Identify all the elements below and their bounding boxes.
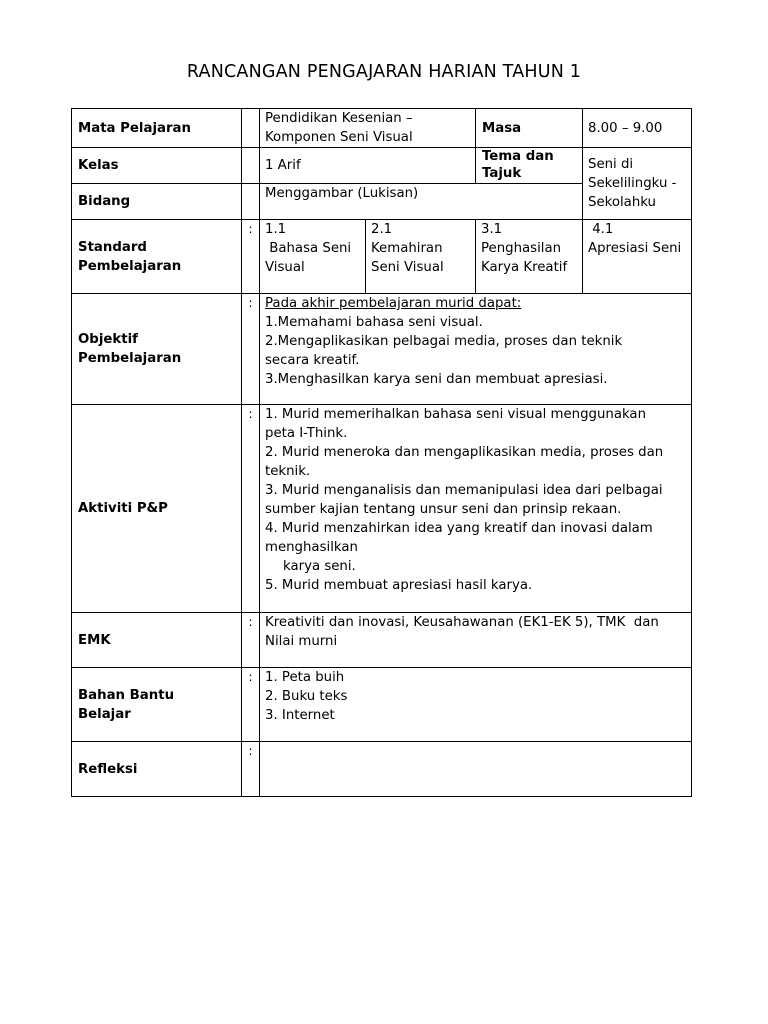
- aktiviti-line: 1. Murid memerihalkan bahasa seni visual menggunakan: [265, 407, 647, 422]
- standard-line1: Kemahiran: [371, 241, 443, 256]
- value-refleksi: [260, 742, 692, 797]
- bahan-item: 2. Buku teks: [265, 689, 348, 704]
- label-masa: Masa: [476, 109, 583, 148]
- value-emk: [260, 613, 692, 668]
- row-mata-pelajaran: [72, 109, 692, 148]
- row-aktiviti: [72, 405, 692, 613]
- label-objektif-line2: Pembelajaran: [78, 351, 182, 366]
- standard-line1: Penghasilan: [481, 241, 562, 256]
- colon-mark: :: [242, 742, 260, 797]
- label-aktiviti: Aktiviti P&P: [72, 405, 242, 613]
- colon-mark: :: [242, 405, 260, 613]
- standard-line1: Bahasa Seni: [265, 241, 352, 256]
- value-kelas: 1 Arif: [260, 148, 476, 184]
- row-objektif: [72, 294, 692, 405]
- colon-cell: [242, 184, 260, 220]
- colon-mark: :: [242, 220, 260, 294]
- colon-mark: :: [242, 668, 260, 742]
- value-mata-pelajaran-line2: Komponen Seni Visual: [265, 130, 413, 145]
- standard-code: 1.1: [265, 222, 287, 237]
- aktiviti-line: teknik.: [265, 464, 311, 479]
- label-kelas: Kelas: [72, 148, 242, 184]
- aktiviti-line: 5. Murid membuat apresiasi hasil karya.: [265, 578, 533, 593]
- value-masa: 8.00 – 9.00: [583, 109, 692, 148]
- row-refleksi: [72, 742, 692, 797]
- value-bahan: [260, 668, 692, 742]
- value-mata-pelajaran-line1: Pendidikan Kesenian –: [265, 111, 413, 126]
- standard-code: 2.1: [371, 222, 393, 237]
- aktiviti-line: peta I-Think.: [265, 426, 348, 441]
- label-bahan: [72, 668, 242, 742]
- label-bahan-line1: Bahan Bantu: [78, 687, 175, 703]
- row-standard: [72, 220, 692, 294]
- objektif-line: 1.Memahami bahasa seni visual.: [265, 315, 483, 330]
- standard-line2: Visual: [265, 260, 305, 275]
- standard-item: [476, 220, 583, 294]
- colon-cell: [242, 109, 260, 148]
- aktiviti-line: 3. Murid menganalisis dan memanipulasi idea dari pelbagai: [265, 483, 663, 498]
- objektif-line: 2.Mengaplikasikan pelbagai media, proses dan teknik: [265, 334, 623, 349]
- bahan-item: 1. Peta buih: [265, 670, 345, 685]
- label-objektif: [72, 294, 242, 405]
- row-bahan: [72, 668, 692, 742]
- value-tema-tajuk: [583, 148, 692, 220]
- value-mata-pelajaran: [260, 109, 476, 148]
- value-tema-line2: Sekelilingku -: [588, 176, 677, 191]
- label-bahan-line2: Belajar: [78, 706, 131, 722]
- standard-item: [260, 220, 366, 294]
- label-objektif-line1: Objektif: [78, 332, 138, 347]
- aktiviti-line: menghasilkan: [265, 540, 358, 555]
- bahan-item: 3. Internet: [265, 708, 335, 723]
- standard-code: 4.1: [588, 222, 614, 237]
- emk-line2: Nilai murni: [265, 634, 338, 649]
- row-emk: [72, 613, 692, 668]
- aktiviti-line: karya seni.: [283, 559, 356, 574]
- colon-mark: :: [242, 613, 260, 668]
- value-tema-line3: Sekolahku: [588, 195, 656, 210]
- aktiviti-line: 4. Murid menzahirkan idea yang kreatif dan inovasi dalam: [265, 521, 653, 536]
- colon-mark: :: [242, 294, 260, 405]
- value-bidang: Menggambar (Lukisan): [260, 184, 583, 220]
- value-aktiviti: [260, 405, 692, 613]
- aktiviti-line: 2. Murid meneroka dan mengaplikasikan media, proses dan: [265, 445, 664, 460]
- standard-item: [366, 220, 476, 294]
- aktiviti-line: sumber kajian tentang unsur seni dan prinsip rekaan.: [265, 502, 622, 517]
- objektif-line: secara kreatif.: [265, 353, 360, 368]
- standard-line2: Karya Kreatif: [481, 260, 568, 275]
- label-tema-line2: Tajuk: [482, 166, 522, 181]
- label-mata-pelajaran: Mata Pelajaran: [72, 109, 242, 148]
- standard-item: [583, 220, 692, 294]
- value-objektif: [260, 294, 692, 405]
- row-kelas: [72, 148, 692, 184]
- value-tema-line1: Seni di: [588, 157, 634, 172]
- label-standard-line1: Standard: [78, 239, 147, 255]
- label-standard-line2: Pembelajaran: [78, 258, 182, 274]
- label-emk: EMK: [72, 613, 242, 668]
- emk-line1: Kreativiti dan inovasi, Keusahawanan (EK1-EK 5), TMK dan: [265, 615, 659, 630]
- label-refleksi: Refleksi: [72, 742, 242, 797]
- standard-line2: Seni Visual: [371, 260, 444, 275]
- colon-cell: [242, 148, 260, 184]
- objektif-line: 3.Menghasilkan karya seni dan membuat apresiasi.: [265, 372, 608, 387]
- label-tema-tajuk: [476, 148, 583, 184]
- standard-code: 3.1: [481, 222, 503, 237]
- document-title: RANCANGAN PENGAJARAN HARIAN TAHUN 1: [186, 62, 582, 82]
- label-bidang: Bidang: [72, 184, 242, 220]
- label-standard: [72, 220, 242, 294]
- label-tema-line1: Tema dan: [482, 149, 554, 164]
- standard-line1: Apresiasi Seni: [588, 241, 682, 256]
- objektif-intro: Pada akhir pembelajaran murid dapat:: [265, 296, 522, 311]
- lesson-plan-table: [71, 108, 692, 797]
